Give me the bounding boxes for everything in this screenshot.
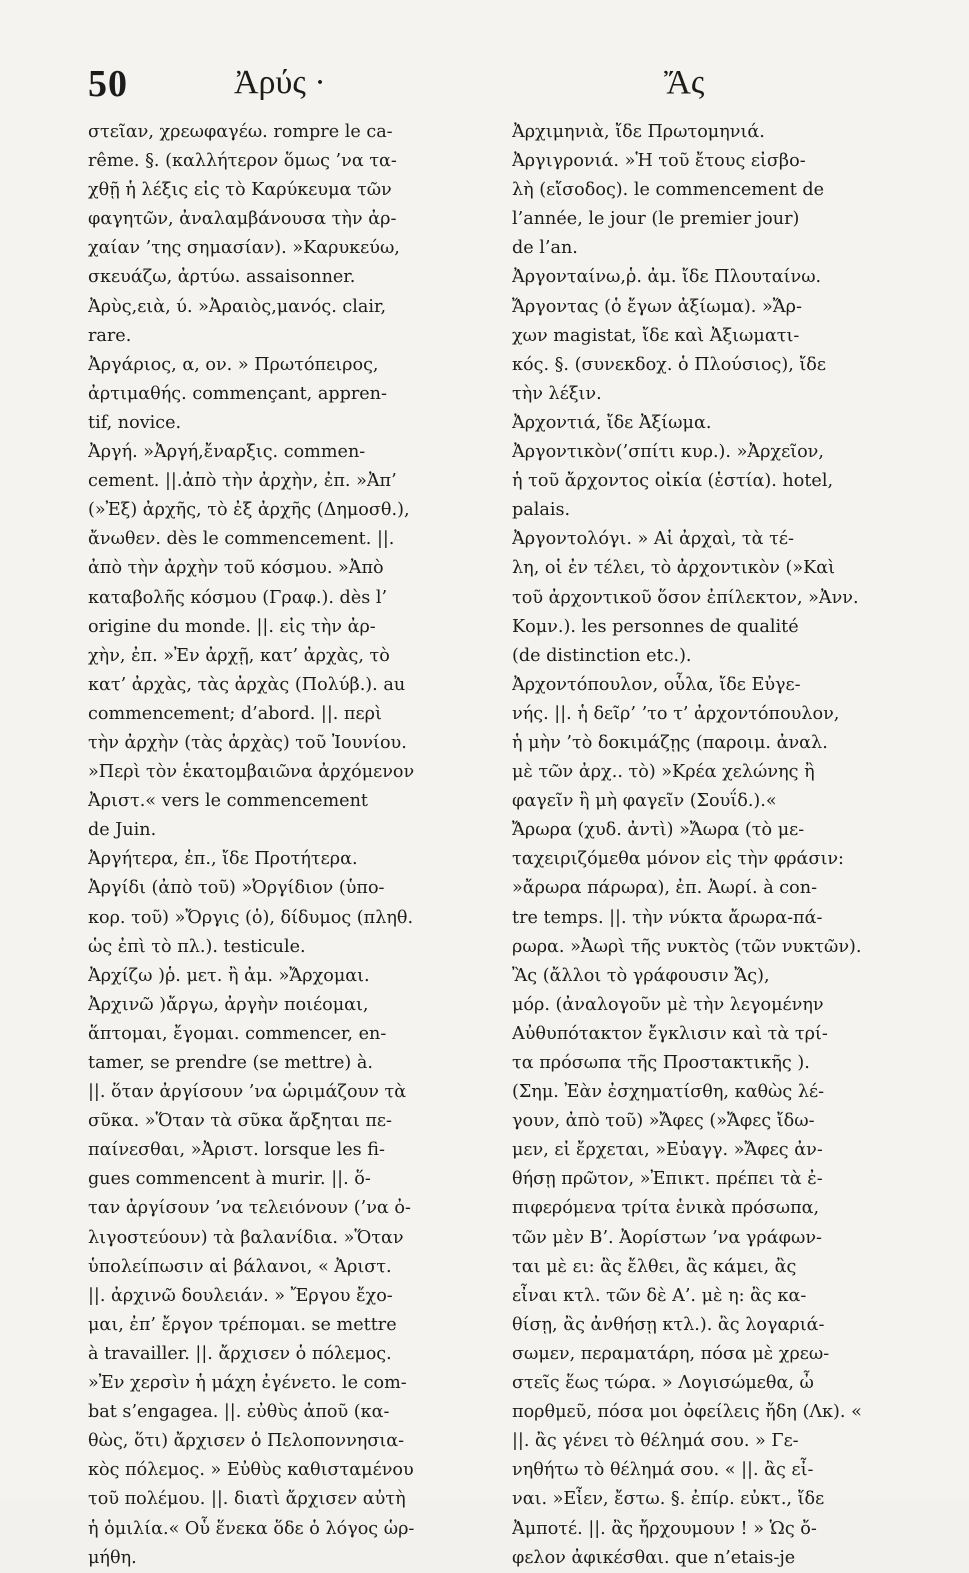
text-line: σωμεν, περαματάρη, πόσα μὲ χρεω- [512, 1343, 830, 1364]
text-line: φαγεῖν ἢ μὴ φαγεῖν (Σουΐδ.).« [512, 791, 777, 812]
text-line: κὸς πόλεμος. » Εὐθὺς καθισταμένου [88, 1460, 414, 1481]
text-line: à travailler. ||. ἄρχισεν ὁ πόλεμος. [88, 1343, 392, 1364]
text-line: Ἀργοντολόγι. » Αἱ ἀρχαὶ, τὰ τέ- [512, 529, 794, 550]
text-line: tre temps. ||. τὴν νύκτα ἄρωρα-πά- [512, 907, 823, 928]
text-line: παίνεσθαι, »Ἀριστ. lorsque les fi- [88, 1140, 385, 1161]
text-line: νηθήτω τὸ θέλημά σου. « ||. ἂς εἶ- [512, 1460, 814, 1481]
text-line: θίσῃ, ἂς ἀνθήσῃ κτλ.). ἂς λογαριά- [512, 1314, 825, 1335]
text-line: νής. ||. ἡ δεῖρ’ ’το τ’ ἀρχοντόπουλον, [512, 703, 840, 724]
text-line: Ἀρὺς,ειὰ, ύ. »Ἀραιὸς,μανός. clair, [88, 296, 387, 317]
text-line: (»Ἐξ) ἀρχῆς, τὸ ἐξ ἀρχῆς (Δημοσθ.), [88, 500, 410, 521]
text-line: θήσῃ πρῶτον, »Ἐπικτ. πρέπει τὰ ἐ- [512, 1169, 823, 1190]
text-line: Ἀρχοντόπουλον, οὗλα, ἴδε Εὐγε- [512, 674, 801, 695]
text-line: cement. ||.ἀπὸ τὴν ἀρχὴν, ἐπ. »Ἀπ’ [88, 471, 397, 492]
text-line: μόρ. (ἀναλογοῦν μὲ τὴν λεγομένην [512, 994, 824, 1015]
text-line: Ἀρχινῶ )ἄργω, ἀργὴν ποιέομαι, [88, 994, 369, 1015]
text-line: ταχειριζόμεθα μόνον εἰς τὴν φράσιν: [512, 849, 844, 870]
text-line: κορ. τοῦ) »Ὄργις (ὁ), δίδυμος (πληθ. [88, 907, 414, 928]
running-headword-left: Ἀρύς · [234, 64, 326, 101]
text-line: »ἄρωρα πάρωρα), ἐπ. Ἀωρί. à con- [512, 878, 818, 899]
text-line: λη, οἱ ἐν τέλει, τὸ ἀρχοντικὸν (»Καὶ [512, 558, 836, 579]
text-line: κατ’ ἀρχὰς, τὰς ἀρχὰς (Πολύβ.). au [88, 674, 406, 695]
text-line: Ἀργάριος, α, ον. » Πρωτόπειρος, [88, 354, 379, 375]
text-line: Ἀργονταίνω,ῥ. ἀμ. ἴδε Πλουταίνω. [512, 267, 822, 288]
left-column [88, 118, 478, 1573]
text-line: Ἀρχοντιά, ἴδε Ἀξίωμα. [512, 412, 712, 433]
text-line: σκευάζω, ἀρτύω. assaisonner. [88, 267, 356, 288]
text-line: Ἂς (ἄλλοι τὸ γράφουσιν Ἄς), [512, 965, 770, 986]
text-line: τα πρόσωπα τῆς Προστακτικῆς ). [512, 1053, 810, 1073]
text-line: ὑπολείπωσιν αἱ βάλανοι, « Ἀριστ. [88, 1256, 392, 1277]
text-line: Ἀρχίζω )ῥ. μετ. ἢ ἀμ. »Ἄρχομαι. [88, 965, 370, 986]
text-line: tif, novice. [88, 412, 182, 433]
text-line: (de distinction etc.). [512, 645, 692, 666]
text-line: εἶναι κτλ. τῶν δὲ Α’. μὲ η: ἂς κα- [512, 1285, 807, 1306]
text-line: χὴν, ἐπ. »Ἐν ἀρχῇ, κατ’ ἀρχὰς, τὸ [88, 645, 390, 666]
text-line: bat s’engagea. ||. εὐθὺς ἀποῦ (κα- [88, 1402, 390, 1423]
page-number: 50 [88, 63, 128, 105]
text-line: φελον ἀφικέσθαι. que n’etais-je [512, 1547, 796, 1568]
text-line: ἄνωθεν. dès le commencement. ||. [88, 529, 395, 550]
text-line: τοῦ πολέμου. ||. διατὶ ἄρχισεν αὐτὴ [88, 1489, 406, 1510]
text-line: tamer, se prendre (se mettre) à. [88, 1053, 373, 1073]
text-line: Ἀργιγρονιά. »Ἡ τοῦ ἔτους εἰσβο- [512, 151, 806, 172]
text-line: λὴ (εἴσοδος). le commencement de [512, 180, 825, 201]
text-line: Αὐθυπότακτον ἔγκλισιν καὶ τὰ τρί- [512, 1023, 828, 1044]
running-headword-right: Ἄς [664, 64, 705, 101]
text-line: ἡ μὴν ’τὸ δοκιμάζῃς (παροιμ. ἀναλ. [512, 732, 828, 753]
text-line: ἅπτομαι, ἔγομαι. commencer, en- [88, 1023, 387, 1044]
text-line: de Juin. [88, 820, 157, 841]
text-line: gues commencent à murir. ||. ὅ- [88, 1169, 371, 1190]
text-line: κός. §. (συνεκδοχ. ὁ Πλούσιος), ἴδε [512, 354, 826, 375]
text-line: origine du monde. ||. εἰς τὴν ἀρ- [88, 616, 376, 637]
text-line: λιγοστεύουν) τὰ βαλανίδια. »Ὅταν [88, 1227, 404, 1248]
text-line: χων magistat, ἴδε καὶ Ἀξιωματι- [512, 325, 800, 346]
text-line: σῦκα. »Ὅταν τὰ σῦκα ἄρξηται πε- [88, 1111, 392, 1132]
text-line: ἡ τοῦ ἄρχοντος οἰκία (ἑστία). hotel, [512, 471, 834, 492]
text-line: rême. §. (καλλήτερον ὅμως ’να τα- [88, 151, 397, 172]
text-line: palais. [512, 500, 571, 521]
text-line: τοῦ ἀρχοντικοῦ ὅσον ἐπίλεκτον, »Ἀνν. [512, 587, 859, 608]
text-line: Κομν.). les personnes de qualité [512, 616, 799, 637]
text-line: τὴν λέξιν. [512, 383, 602, 404]
running-head [88, 62, 929, 112]
text-line: Ἄρωρα (χυδ. ἀντὶ) »Ἄωρα (τὸ με- [512, 820, 805, 841]
text-line: Ἄργοντας (ὁ ἔγων ἀξίωμα). »Ἄρ- [512, 296, 802, 317]
text-line: (Σημ. Ἐὰν ἐσχηματίσθη, καθὼς λέ- [512, 1082, 825, 1103]
text-line: Ἀργοντικὸν(’σπίτι κυρ.). »Ἀρχεῖον, [512, 442, 824, 463]
text-line: τὴν ἀρχὴν (τὰς ἀρχὰς) τοῦ Ἰουνίου. [88, 732, 407, 753]
text-line: ||. ἀρχινῶ δουλειάν. » Ἔργου ἔχο- [88, 1285, 393, 1306]
text-line: πορθμεῦ, πόσα μοι ὀφείλεις ἤδη (Λκ). « [512, 1402, 862, 1423]
text-line: »Ἐν χερσὶν ἡ μάχη ἐγένετο. le com- [88, 1373, 407, 1394]
text-line: Ἀργή. »Ἀργή,ἔναρξις. commen- [88, 442, 366, 463]
text-line: ὡς ἐπὶ τὸ πλ.). testicule. [88, 936, 306, 957]
text-line: φαγητῶν, ἀναλαμβάνουσα τὴν ἀρ- [88, 209, 397, 230]
text-line: μήθη. [88, 1547, 137, 1568]
text-line: πιφερόμενα τρίτα ἑνικὰ πρόσωπα, [512, 1198, 820, 1219]
text-line: »Περὶ τὸν ἑκατομβαιῶνα ἀρχόμενον [88, 762, 415, 783]
text-line: ||. ὅταν ἀργίσουν ’να ὡριμάζουν τὰ [88, 1082, 407, 1103]
text-line: γουν, ἀπὸ τοῦ) »Ἄφες (»Ἄφες ἴδω- [512, 1111, 815, 1132]
text-line: ναι. »Εἶεν, ἔστω. §. ἐπίρ. εὐκτ., ἴδε [512, 1489, 825, 1510]
text-line: Ἀριστ.« vers le commencement [88, 791, 368, 812]
text-line: χθῇ ἡ λέξις εἰς τὸ Καρύκευμα τῶν [88, 180, 392, 201]
text-line: χαίαν ’της σημασίαν). »Καρυκεύω, [88, 238, 400, 259]
text-line: μεν, εἰ ἔρχεται, »Εὐαγγ. »Ἄφες ἀν- [512, 1140, 823, 1161]
text-line: ται μὲ ει: ἂς ἔλθει, ἂς κάμει, ἂς [512, 1256, 797, 1277]
right-column [512, 118, 936, 1573]
text-line: μὲ τῶν ἀρχ.. τὸ) »Κρέα χελώνης ἢ [512, 762, 815, 783]
text-line: ταν ἀργίσουν ’να τελειόνουν (’να ὀ- [88, 1198, 411, 1219]
text-line: στεῖς ἕως τώρα. » Λογισώμεθα, ὦ [512, 1373, 814, 1394]
text-line: ρωρα. »Ἀωρὶ τῆς νυκτὸς (τῶν νυκτῶν). [512, 936, 862, 957]
text-line: θὼς, ὅτι) ἄρχισεν ὁ Πελοποννησια- [88, 1431, 405, 1452]
text-line: de l’an. [512, 238, 578, 259]
text-line: καταβολῆς κόσμου (Γραφ.). dès l’ [88, 587, 388, 608]
text-line: ἡ ὁμιλία.« Οὗ ἕνεκα ὅδε ὁ λόγος ὡρ- [88, 1518, 415, 1539]
text-line: τῶν μὲν Β’. Ἀορίστων ’να γράφων- [512, 1227, 822, 1248]
text-line: μαι, ἐπ’ ἔργον τρέπομαι. se mettre [88, 1314, 397, 1335]
text-line: rare. [88, 325, 132, 346]
text-line: ἀπὸ τὴν ἀρχὴν τοῦ κόσμου. »Ἀπὸ [88, 558, 384, 579]
text-line: Ἀργίδι (ἀπὸ τοῦ) »Ὀργίδιον (ὑπο- [88, 878, 385, 899]
text-line: Ἀμποτέ. ||. ἂς ἤρχουμουν ! » Ὡς ὄ- [512, 1518, 817, 1539]
text-line: στεῖαν, χρεωφαγέω. rompre le ca- [88, 122, 393, 142]
text-line: l’année, le jour (le premier jour) [512, 209, 800, 230]
text-line: Ἀρχιμηνιὰ, ἴδε Πρωτομηνιά. [512, 122, 765, 142]
text-line: Ἀργήτερα, ἐπ., ἴδε Προτήτερα. [88, 849, 358, 870]
text-line: ἀρτιμαθής. commençant, appren- [88, 383, 387, 404]
text-line: ||. ἂς γένει τὸ θέλημά σου. » Γε- [512, 1431, 799, 1452]
text-line: commencement; d’abord. ||. περὶ [88, 703, 382, 724]
